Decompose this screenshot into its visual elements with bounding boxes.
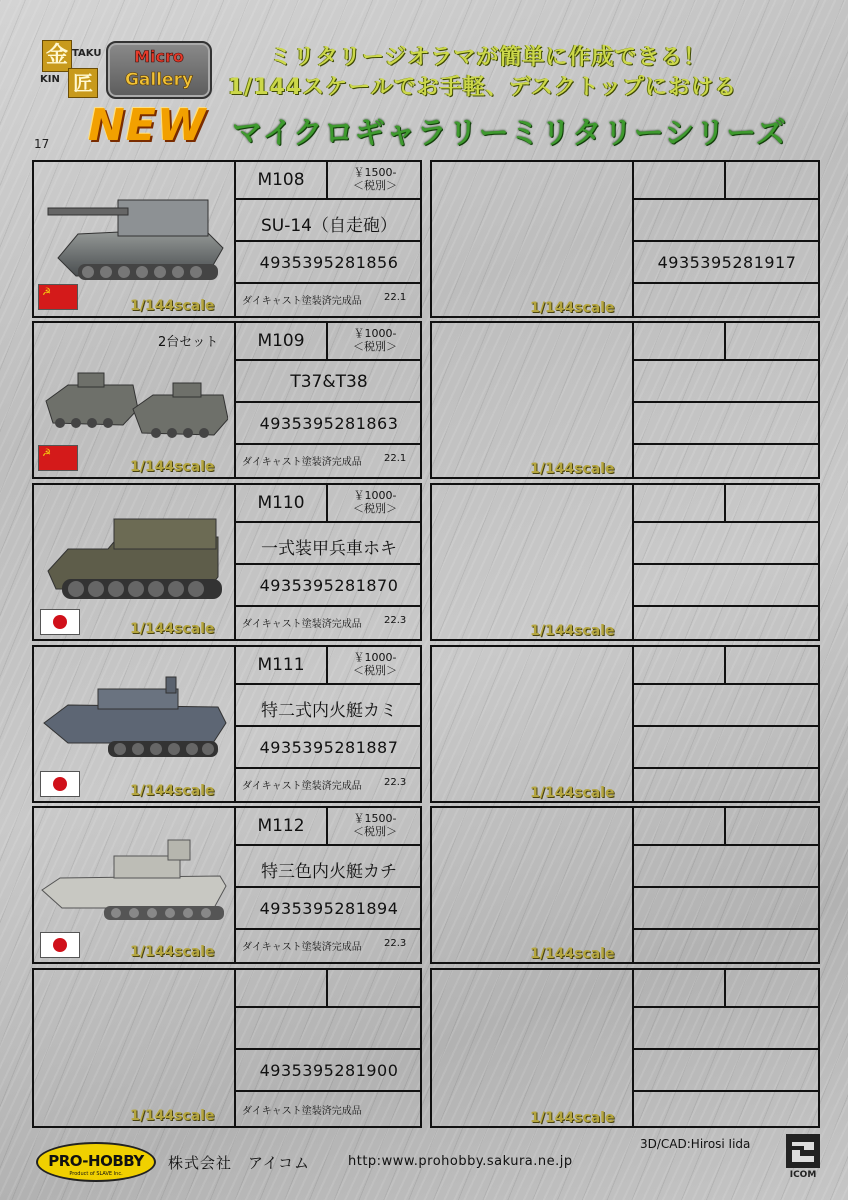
ussr-flag-icon [38,284,78,310]
name-row [634,846,820,888]
scale-label: 1/144scale [530,1110,615,1126]
name-row [236,523,422,565]
scale-label: 1/144scale [130,944,215,960]
japan-flag-icon [40,609,80,635]
rising-sun-dot [53,938,67,952]
code-box [236,485,328,521]
code-box [236,647,328,683]
price-value: ￥1500- [353,812,397,825]
name-row [634,685,820,727]
cad-credit: 3D/CAD:Hirosi Iida [640,1137,751,1151]
product-image-area [432,323,634,477]
name-row [634,1008,820,1050]
code-price-row [634,808,820,846]
jan-row [236,242,422,284]
scale-label: 1/144scale [130,459,215,475]
release-date: 22.1 [384,292,407,303]
product-image-area [34,808,236,962]
code-box [634,485,726,521]
product-note: ダイキャスト塗装済完成品 [242,457,362,468]
product-image-area [432,162,634,316]
kintaku-logo [38,38,102,98]
tax-note: ＜税別＞ [353,502,397,515]
product-note: ダイキャスト塗装済完成品 [242,619,362,630]
company-name: 株式会社 アイコム [168,1154,311,1172]
product-card [32,483,422,641]
code-price-row [634,162,820,200]
price-box [328,327,422,353]
japan-flag-icon [40,932,80,958]
release-date: 22.1 [384,453,407,464]
price-value: ￥1000- [353,327,397,340]
website-url[interactable]: http:www.prohobby.sakura.ne.jp [348,1154,573,1169]
jan-row [634,888,820,930]
product-image-area [432,485,634,639]
product-card-empty [430,806,820,964]
kin-en-kin: KIN [40,74,60,85]
tagline-1: ミリタリージオラマが簡単に作成できる！ [270,45,707,70]
tax-note: ＜税別＞ [353,664,397,677]
jan-code: 4935395281900 [259,1061,399,1080]
code-box [634,808,726,844]
scale-label: 1/144scale [130,1108,215,1124]
scale-label: 1/144scale [530,461,615,477]
product-code: M108 [257,170,305,190]
code-box [236,970,328,1006]
product-card [32,968,422,1128]
code-price-row [236,647,422,685]
product-name: 特三色内火艇カチ [261,862,397,882]
scale-label: 1/144scale [530,785,615,801]
name-row [634,200,820,242]
jan-row [634,565,820,607]
code-price-row [236,808,422,846]
kin-glyph: 金 [42,40,72,72]
jan-code: 4935395281917 [657,253,797,272]
product-note: ダイキャスト塗装済完成品 [242,1106,362,1117]
product-card [32,321,422,479]
price-box [328,166,422,192]
logo-micro-text: Micro [134,47,184,66]
price-box [328,489,422,515]
japan-flag-icon [40,771,80,797]
jan-row [236,727,422,769]
scale-label: 1/144scale [530,623,615,639]
code-price-row [634,485,820,523]
product-image-area [34,970,236,1126]
code-price-row [634,970,820,1008]
new-label: NEW [88,100,207,151]
product-code: M110 [257,493,305,513]
code-price-row [236,323,422,361]
price-value: ￥1000- [353,489,397,502]
code-box [236,808,328,844]
jan-code: 4935395281894 [259,899,399,918]
tax-note: ＜税別＞ [353,179,397,192]
hammer-sickle-icon: ☭ [42,287,51,298]
jan-row [634,1050,820,1092]
tagline-2: 1/144スケールでお手軽、デスクトップにおける [228,75,738,100]
product-image-area [432,970,634,1126]
product-card-empty [430,483,820,641]
product-image-area [432,808,634,962]
price-box [328,812,422,838]
code-box [634,970,726,1006]
jan-row [634,727,820,769]
micro-gallery-logo [106,41,212,99]
product-note: ダイキャスト塗装済完成品 [242,296,362,307]
product-name: 一式装甲兵車ホキ [261,539,397,559]
product-image-area [34,647,236,801]
name-row [236,1008,422,1050]
icom-label: ICOM [789,1170,817,1178]
release-date: 22.3 [384,938,407,949]
code-box [236,162,328,198]
jan-row [236,403,422,445]
jan-code: 4935395281887 [259,738,399,757]
jan-row [634,403,820,445]
jan-code: 4935395281856 [259,253,399,272]
name-row [236,846,422,888]
product-card-empty [430,968,820,1128]
release-date: 22.3 [384,615,407,626]
pro-hobby-subtext: Product of SLAVE Inc. [69,1171,123,1177]
code-price-row [236,970,422,1008]
product-code: M111 [257,655,305,675]
price-value: ￥1500- [353,166,397,179]
code-price-row [634,323,820,361]
jan-code: 4935395281863 [259,414,399,433]
product-note: ダイキャスト塗装済完成品 [242,942,362,953]
vehicle-image [38,663,228,787]
code-box [634,162,726,198]
jan-row [236,888,422,930]
product-code: M112 [257,816,305,836]
jan-row [634,242,820,284]
scale-label: 1/144scale [130,783,215,799]
product-image-area [34,485,236,639]
code-price-row [236,485,422,523]
product-card [32,160,422,318]
vehicle-image [38,824,228,948]
hammer-sickle-icon: ☭ [42,448,51,459]
pro-hobby-logo [36,1142,156,1182]
product-image-area [34,323,236,477]
jan-code: 4935395281870 [259,576,399,595]
name-row [634,523,820,565]
name-row [634,361,820,403]
price-box [328,651,422,677]
icom-logo-icon [786,1134,820,1178]
jan-row [236,1050,422,1092]
scale-label: 1/144scale [530,300,615,316]
ussr-flag-icon [38,445,78,471]
product-card [32,806,422,964]
product-note: ダイキャスト塗装済完成品 [242,781,362,792]
scale-label: 1/144scale [530,946,615,962]
code-box [236,323,328,359]
product-card-empty [430,160,820,318]
kin-en-taku: TAKU [72,48,102,59]
logo-gallery-text: Gallery [124,70,194,90]
tax-note: ＜税別＞ [353,825,397,838]
page-number: 17 [34,137,50,151]
product-card-empty [430,645,820,803]
code-box [634,647,726,683]
code-price-row [634,647,820,685]
price-value: ￥1000- [353,651,397,664]
series-title: マイクロギャラリーミリタリーシリーズ [232,116,787,151]
vehicle-image [38,501,228,625]
scale-label: 1/144scale [130,621,215,637]
pro-hobby-text: PRO-HOBBY [48,1152,144,1170]
code-price-row [236,162,422,200]
product-name: T37&T38 [290,372,368,392]
set-note: 2台セット [158,335,219,350]
name-row [236,200,422,242]
name-row [236,685,422,727]
rising-sun-dot [53,615,67,629]
name-row [236,361,422,403]
product-code: M109 [257,331,305,351]
product-card [32,645,422,803]
product-card-empty [430,321,820,479]
product-image-area [34,162,236,316]
taku-glyph: 匠 [68,68,98,98]
jan-row [236,565,422,607]
scale-label: 1/144scale [130,298,215,314]
code-box [634,323,726,359]
tax-note: ＜税別＞ [353,340,397,353]
product-name: SU-14（自走砲） [261,216,397,236]
release-date: 22.3 [384,777,407,788]
product-name: 特二式内火艇カミ [261,701,397,721]
rising-sun-dot [53,777,67,791]
product-image-area [432,647,634,801]
